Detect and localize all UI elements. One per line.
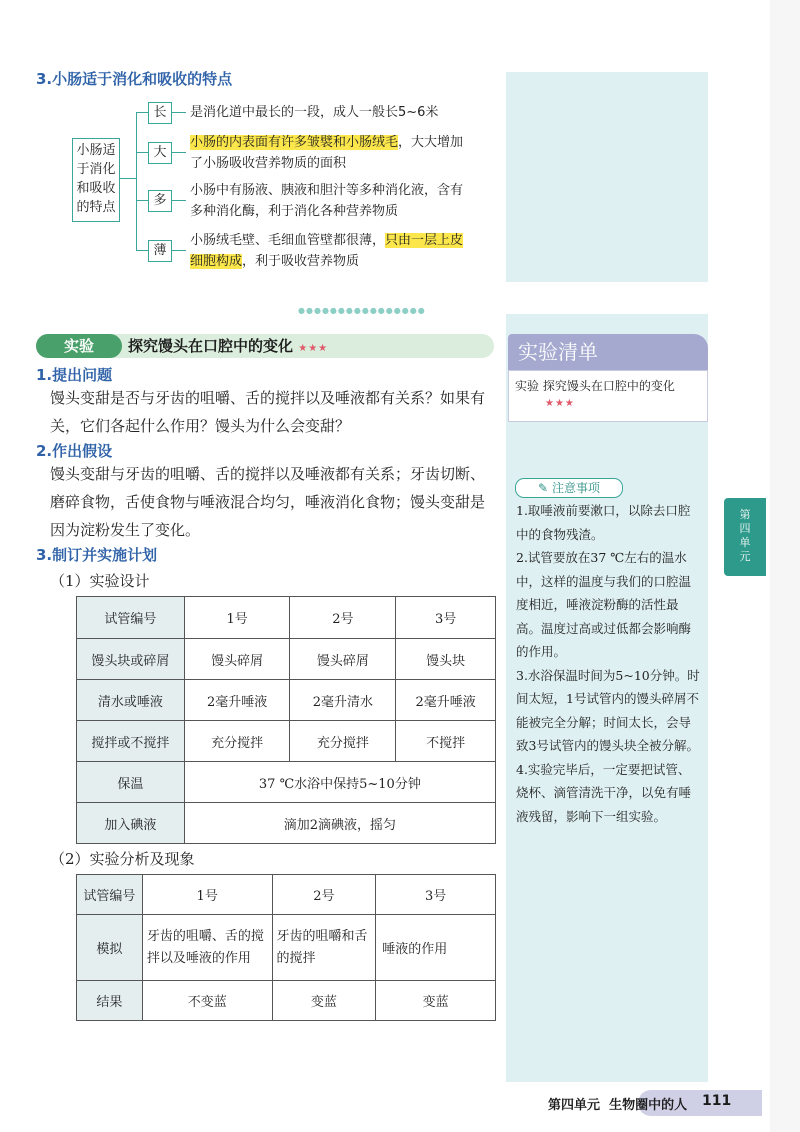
table-row: 试管编号 1号 2号 3号 — [77, 875, 496, 915]
design-table — [76, 596, 496, 844]
page-number: 111 — [702, 1093, 732, 1109]
notes-tag: ✎ 注意事项 — [515, 478, 623, 498]
mindmap-key-long: 长 — [148, 102, 172, 124]
table-row: 搅拌或不搅拌 充分搅拌 充分搅拌 不搅拌 — [77, 721, 496, 762]
note-item: 4.实验完毕后，一定要把试管、烧杯、滴管清洗干净，以免有唾液残留，影响下一组实验。 — [516, 761, 692, 824]
unit-tab: 第 四 单 元 — [724, 498, 766, 576]
heading-question: 1.提出问题 — [36, 366, 113, 384]
checklist-stars: ★★★ — [545, 398, 575, 409]
mindmap-key-large: 大 — [148, 142, 172, 164]
mindmap-root: 小肠适 于消化 和吸收 的特点 — [72, 138, 120, 222]
table-row: 馒头块或碎屑 馒头碎屑 馒头碎屑 馒头块 — [77, 639, 496, 680]
mindmap-text-thin: 小肠绒毛壁、毛细血管壁都很薄，只由一层上皮 细胞构成，利于吸收营养物质 — [190, 233, 464, 269]
subheading-design: （1）实验设计 — [50, 572, 150, 590]
table-row: 试管编号 1号 2号 3号 — [77, 597, 496, 639]
footer-unit: 第四单元 生物圈中的人 — [548, 1098, 688, 1113]
mindmap-text-long: 是消化道中最长的一段，成人一般长5~6米 — [190, 105, 439, 120]
note-item: 3.水浴保温时间为5~10分钟。时间太短，1号试管内的馒头碎屑不能被完全分解；时间太长，会导致3号试管内的馒头块全被分解。 — [516, 667, 700, 753]
table-row: 保温 37 ℃水浴中保持5~10分钟 — [77, 762, 496, 803]
question-text: 馒头变甜是否与牙齿的咀嚼、舌的搅拌以及唾液都有关系？如果有关，它们各起什么作用？馒头为什么会变甜？ — [50, 389, 486, 435]
mindmap-key-thin: 薄 — [148, 240, 172, 262]
page-edge — [770, 0, 800, 1132]
analysis-table — [76, 874, 496, 1021]
experiment-tag: 实验 — [36, 334, 122, 358]
mindmap-text-many: 小肠中有肠液、胰液和胆汁等多种消化液，含有 多种消化酶，利于消化各种营养物质 — [190, 183, 464, 219]
table-row: 清水或唾液 2毫升唾液 2毫升清水 2毫升唾液 — [77, 680, 496, 721]
heading-hypothesis: 2.作出假设 — [36, 442, 113, 460]
table-row: 加入碘液 滴加2滴碘液，摇匀 — [77, 803, 496, 844]
experiment-title: 探究馒头在口腔中的变化 ★★★ — [128, 337, 329, 355]
mindmap-text-large: 小肠的内表面有许多皱襞和小肠绒毛，大大增加 了小肠吸收营养物质的面积 — [190, 135, 464, 171]
checklist-body — [508, 370, 708, 422]
checklist-item: 实验 探究馒头在口腔中的变化 — [515, 379, 675, 393]
section-divider-dots: ●●●●●●●●●●●●●●●● — [298, 306, 426, 315]
note-item: 2.试管要放在37 ℃左右的温水中，这样的温度与我们的口腔温度相近，唾液淀粉酶的活性最高。温度过高或过低都会影响酶的作用。 — [516, 550, 692, 659]
heading-plan: 3.制订并实施计划 — [36, 546, 158, 564]
mindmap-key-many: 多 — [148, 190, 172, 212]
section-title-small-intestine: 3.小肠适于消化和吸收的特点 — [36, 70, 233, 88]
table-row: 模拟 牙齿的咀嚼、舌的搅拌以及唾液的作用 牙齿的咀嚼和舌的搅拌 唾液的作用 — [77, 915, 496, 981]
difficulty-stars: ★★★ — [298, 343, 329, 354]
notes-icon: ✎ — [538, 481, 549, 495]
checklist-title: 实验清单 — [508, 334, 708, 370]
table-row: 结果 不变蓝 变蓝 变蓝 — [77, 981, 496, 1021]
hypothesis-text: 馒头变甜与牙齿的咀嚼、舌的搅拌以及唾液都有关系；牙齿切断、磨碎食物，舌使食物与唾液混合均匀，唾液消化食物；馒头变甜是因为淀粉发生了变化。 — [50, 465, 486, 539]
subheading-analysis: （2）实验分析及现象 — [50, 850, 195, 868]
notes-list — [516, 499, 702, 828]
note-item: 1.取唾液前要漱口，以除去口腔中的食物残渣。 — [516, 503, 691, 542]
